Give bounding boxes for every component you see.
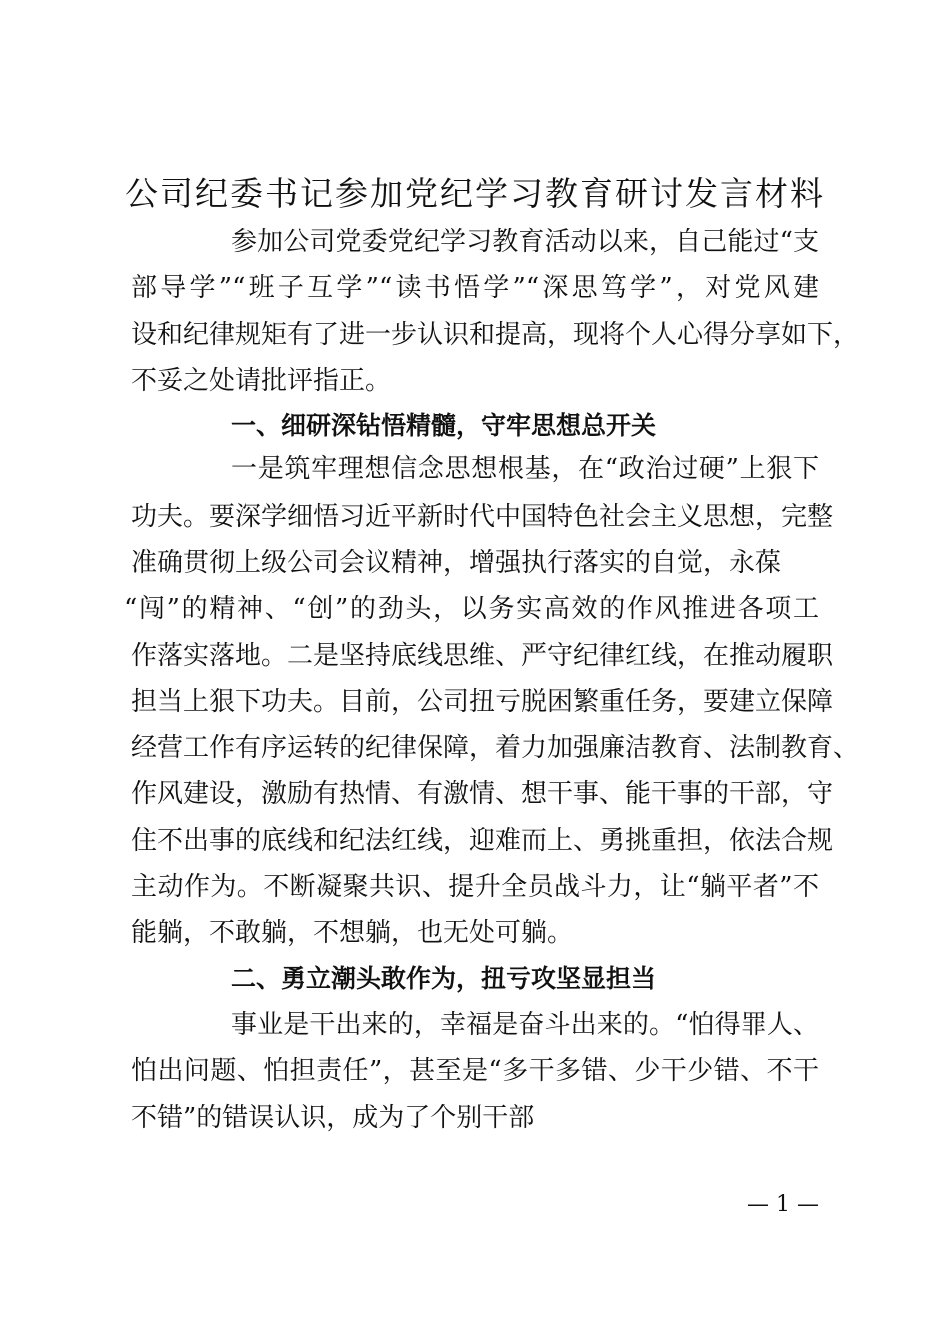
document-title: 公司纪委书记参加党纪学习教育研讨发言材料 [125,174,825,213]
section-heading: 二、勇立潮头敢作为，扭亏攻坚显担当 [231,964,657,993]
paragraph-line: 不错”的错误认识，成为了个别干部 [131,1103,535,1133]
paragraph-line: 住不出事的底线和纪法红线，迎难而上、勇挑重担，依法合规 [131,826,834,856]
paragraph-line: 设和纪律规矩有了进一步认识和提高，现将个人心得分享如下， [131,320,860,350]
paragraph-line: 一是筑牢理想信念思想根基，在“政治过硬”上狠下 [231,454,819,484]
paragraph-line: 不妥之处请批评指正。 [131,366,392,396]
paragraph-line: 能躺，不敢躺，不想躺，也无处可躺。 [131,918,574,948]
paragraph-line: 参加公司党委党纪学习教育活动以来，自己能过“支 [231,227,819,257]
paragraph-line: 怕出问题、怕担责任”，甚至是“多干多错、少干少错、不干 [131,1056,819,1086]
paragraph-line: 事业是干出来的，幸福是奋斗出来的。“怕得罪人、 [231,1010,819,1040]
paragraph-line: 作落实落地。二是坚持底线思维、严守纪律红线，在推动履职 [131,641,834,671]
paragraph-line: 部导学”“班子互学”“读书悟学”“深思笃学”，对党风建 [131,273,819,303]
paragraph-line: 担当上狠下功夫。目前，公司扭亏脱困繁重任务，要建立保障 [131,687,834,717]
paragraph-line: 作风建设，激励有热情、有激情、想干事、能干事的干部，守 [131,779,834,809]
paragraph-line: 功夫。要深学细悟习近平新时代中国特色社会主义思想，完整 [131,502,834,532]
paragraph-line: “闯”的精神、“创”的劲头，以务实高效的作风推进各项工 [124,594,819,624]
paragraph-line: 经营工作有序运转的纪律保障，着力加强廉洁教育、法制教育、 [131,733,860,763]
section-heading: 一、细研深钻悟精髓，守牢思想总开关 [231,411,657,440]
paragraph-line: 主动作为。不断凝聚共识、提升全员战斗力，让“躺平者”不 [131,872,819,902]
paragraph-line: 准确贯彻上级公司会议精神，增强执行落实的自觉，永葆 [131,548,782,578]
page-number: — 1 — [747,1192,819,1217]
